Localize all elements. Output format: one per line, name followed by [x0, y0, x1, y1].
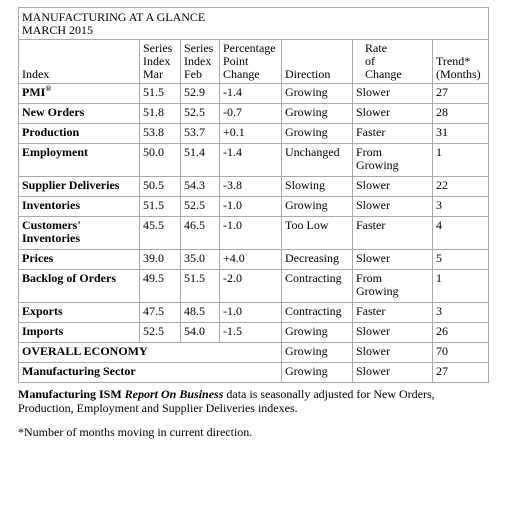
asterisk-note: *Number of months moving in current direction. — [18, 425, 253, 439]
summary-trend: 27 — [433, 363, 489, 383]
table-footer — [18, 387, 488, 439]
row-direction: Contracting — [282, 303, 353, 323]
row-direction: Growing — [282, 323, 353, 343]
row-trend: 22 — [433, 177, 489, 197]
glance-table — [18, 7, 489, 383]
row-trend: 27 — [433, 84, 489, 104]
row-feb: 54.3 — [181, 177, 220, 197]
row-index: Supplier Deliveries — [19, 177, 140, 197]
header-mar: Series Index Mar — [140, 40, 181, 84]
header-trend: Trend* (Months) — [433, 40, 489, 84]
row-mar: 51.8 — [140, 104, 181, 124]
table-row — [19, 144, 489, 177]
row-trend: 28 — [433, 104, 489, 124]
table-row — [19, 177, 489, 197]
row-change: -1.0 — [220, 197, 282, 217]
row-change: -3.8 — [220, 177, 282, 197]
summary-index: OVERALL ECONOMY — [19, 343, 282, 363]
row-index: Imports — [19, 323, 140, 343]
header-row — [19, 40, 489, 84]
header-change: Percentage Point Change — [220, 40, 282, 84]
row-change: -2.0 — [220, 270, 282, 303]
row-index: Exports — [19, 303, 140, 323]
table-row — [19, 84, 489, 104]
table-row — [19, 104, 489, 124]
summary-direction: Growing — [282, 343, 353, 363]
row-change: -1.4 — [220, 84, 282, 104]
table-row — [19, 323, 489, 343]
row-mar: 51.5 — [140, 84, 181, 104]
summary-rate: Slower — [353, 363, 433, 383]
row-trend: 5 — [433, 250, 489, 270]
summary-direction: Growing — [282, 363, 353, 383]
table-subtitle: MARCH 2015 — [22, 23, 94, 37]
summary-row — [19, 343, 489, 363]
row-direction: Too Low — [282, 217, 353, 250]
row-change: -1.0 — [220, 217, 282, 250]
row-trend: 26 — [433, 323, 489, 343]
row-trend: 1 — [433, 144, 489, 177]
row-index: New Orders — [19, 104, 140, 124]
header-index: Index — [19, 40, 140, 84]
row-rate: Slower — [353, 323, 433, 343]
row-change: -1.5 — [220, 323, 282, 343]
row-rate: Faster — [353, 303, 433, 323]
row-trend: 4 — [433, 217, 489, 250]
row-mar: 51.5 — [140, 197, 181, 217]
row-feb: 52.9 — [181, 84, 220, 104]
summary-row — [19, 363, 489, 383]
header-direction: Direction — [282, 40, 353, 84]
manufacturing-at-a-glance — [18, 7, 488, 439]
row-feb: 48.5 — [181, 303, 220, 323]
table-row — [19, 250, 489, 270]
row-direction: Growing — [282, 84, 353, 104]
row-index: Prices — [19, 250, 140, 270]
row-direction: Unchanged — [282, 144, 353, 177]
row-rate: Slower — [353, 177, 433, 197]
table-row — [19, 124, 489, 144]
row-feb: 51.5 — [181, 270, 220, 303]
table-title-cell — [19, 8, 489, 40]
row-index: Production — [19, 124, 140, 144]
row-direction: Contracting — [282, 270, 353, 303]
row-index: PMI® — [19, 84, 140, 104]
table-row — [19, 270, 489, 303]
row-trend: 1 — [433, 270, 489, 303]
row-feb: 46.5 — [181, 217, 220, 250]
row-change: -1.4 — [220, 144, 282, 177]
footnote: Manufacturing ISM Report On Business data is seasonally adjusted for New Orders, Production, Employment and Supplier Deliveries indexes. — [18, 387, 435, 415]
row-change: -0.7 — [220, 104, 282, 124]
row-trend: 3 — [433, 303, 489, 323]
row-mar: 50.0 — [140, 144, 181, 177]
row-direction: Decreasing — [282, 250, 353, 270]
row-rate: Slower — [353, 104, 433, 124]
row-feb: 51.4 — [181, 144, 220, 177]
row-index: Customers' Inventories — [19, 217, 140, 250]
row-mar: 39.0 — [140, 250, 181, 270]
row-feb: 35.0 — [181, 250, 220, 270]
row-feb: 52.5 — [181, 104, 220, 124]
row-rate: From Growing — [353, 270, 433, 303]
row-rate: From Growing — [353, 144, 433, 177]
row-mar: 49.5 — [140, 270, 181, 303]
row-feb: 52.5 — [181, 197, 220, 217]
row-direction: Growing — [282, 197, 353, 217]
row-change: +4.0 — [220, 250, 282, 270]
row-rate: Faster — [353, 124, 433, 144]
row-mar: 52.5 — [140, 323, 181, 343]
row-change: +0.1 — [220, 124, 282, 144]
row-rate: Faster — [353, 217, 433, 250]
table-row — [19, 217, 489, 250]
row-mar: 53.8 — [140, 124, 181, 144]
row-mar: 45.5 — [140, 217, 181, 250]
row-trend: 31 — [433, 124, 489, 144]
table-title: MANUFACTURING AT A GLANCE — [22, 10, 206, 24]
summary-index: Manufacturing Sector — [19, 363, 282, 383]
row-direction: Growing — [282, 104, 353, 124]
row-direction: Growing — [282, 124, 353, 144]
row-direction: Slowing — [282, 177, 353, 197]
row-index: Employment — [19, 144, 140, 177]
registered-mark: ® — [45, 84, 52, 93]
summary-rate: Slower — [353, 343, 433, 363]
header-feb: Series Index Feb — [181, 40, 220, 84]
row-change: -1.0 — [220, 303, 282, 323]
row-index: Inventories — [19, 197, 140, 217]
row-rate: Slower — [353, 197, 433, 217]
row-feb: 53.7 — [181, 124, 220, 144]
header-rate: Rate of Change — [353, 40, 433, 84]
row-feb: 54.0 — [181, 323, 220, 343]
row-index: Backlog of Orders — [19, 270, 140, 303]
summary-trend: 70 — [433, 343, 489, 363]
row-rate: Slower — [353, 84, 433, 104]
row-rate: Slower — [353, 250, 433, 270]
row-mar: 50.5 — [140, 177, 181, 197]
table-row — [19, 303, 489, 323]
table-row — [19, 197, 489, 217]
row-trend: 3 — [433, 197, 489, 217]
row-mar: 47.5 — [140, 303, 181, 323]
